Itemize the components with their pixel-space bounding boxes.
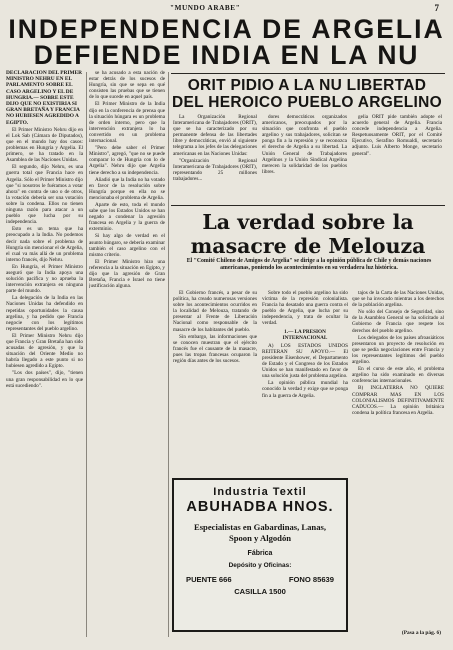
article-column-2 <box>89 70 165 640</box>
paragraph: "Organización Regional Interamericana de Trabajadores (ORIT), representando 25 millones trabajadores... <box>173 157 257 182</box>
melouza-headline-line1: La verdad sobre la <box>202 210 414 234</box>
article-lead: DECLARACION DEL PRIMER MINISTRO NEHRU EN EL PARLAMENTO SOBRE EL CASO ARGELINO Y EL DE HUNGRIA.— SOBRE ESTE DIJO QUE NO EXISTIRIA SI GRAN BRETAÑA Y FRANCIA NO HUBIESEN AGREDIDO A EGIPTO. <box>6 70 83 126</box>
paragraph: Los delegados de los países afroasiáticos presentaron un proyecto de resolución en que se pedía negociaciones entre Francia y los representantes legítimos del pueblo argelino. <box>352 334 444 366</box>
ad-phone: FONO 85639 <box>288 575 334 584</box>
paragraph: Esto es un tema que ha preocupado a la India. No podemos decir nada sobre el problema de Hungría sin mencionar el de Argelia, el cual va más allá de un problema interno francés, dijo Nehru. <box>6 226 83 263</box>
melouza-column-3 <box>352 290 444 626</box>
paragraph: A) LOS ESTADOS UNIDOS REITERAN SU APOYO.— El presidente Eisenhower, el Departamento de Estado y el Congreso de los Estados Unidos se han manifestado en favor de una solución justa del problema argelino. <box>262 342 348 380</box>
continued-note: (Pasa a la pág. 6) <box>401 630 441 636</box>
paragraph: Sobre todo el pueblo argelino ha sido víctima de la represión colonialista. Francia ha desatado una guerra contra el pueblo de Argelia, que lucha por su independencia, y trata de ocultar la verdad. <box>262 290 348 327</box>
main-headline-line2: DEFIENDE INDIA EN LA NU <box>33 40 420 70</box>
paragraph: "Pero debe saber el Primer Ministro", agregó, "que no se puede comparar lo de Hungría con lo de Argelia". Nehru dijo que Argelia tiene derecho a su independencia. <box>89 145 165 176</box>
paragraph: El Primer Ministro de la India dijo en la conferencia de prensa que la situación húngara es un problema de orden interno, pero que la intervención extranjera lo ha convertido en un problema internacional. <box>89 101 165 145</box>
section-rule <box>171 205 445 206</box>
melouza-deck: El "Comité Chileno de Amigos de Argelia" se dirige a la opinión pública de Chile y demás naciones americanas, poniendo los acontecimientos en su verdadera luz histórica. <box>186 258 432 271</box>
paragraph: En Hungría, el Primer Ministro aseguró que la India apoya una solución pacífica y no aprueba la intervención extranjera en ninguna parte del mundo. <box>6 263 83 295</box>
paragraph: La opinión pública mundial ha conocido la verdad y exige que se ponga fin a la guerra de Argelia. <box>262 380 348 399</box>
ad-contact-row <box>174 575 346 584</box>
ad-offices-label: Depósito y Oficinas: <box>228 562 292 569</box>
paragraph: El segundo, dijo Nehru, es una guerra total que Francia hace en Argelia. Sólo el Primer Ministro dijo que "si nosotros le fuéramos a votar ahora" en contra de uno o de otros, la votación debería ser una votación sobre la condena. Ellos no tienen ninguna razón para atacar a un pueblo que lucha por su independencia. <box>6 164 83 226</box>
paragraph: El Gobierno francés, a pesar de su política, ha creado numerosas versiones sobre los acontecimientos ocurridos en la localidad de Melouza, tratando de presentar al Frente de Liberación Nacional como responsable de la masacre de los habitantes del pueblo. <box>173 290 257 333</box>
page-number: 7 <box>434 3 439 13</box>
paragraph: dores democráticos organizados americanos, preocupados por la situación que confronta el pueblo argelino y sus trabajadores, solicitan se ponga fin a la represión y se reconozca el derecho de Argelia a su libertad. La Unión General de Trabajadores Argelinos y la Unión Sindical Argelina merecen la solidaridad de los pueblos libres. <box>262 114 347 175</box>
paragraph: tajos de la Carta de las Naciones Unidas, que se ha invocado mientras a los derechos de la población argelina. <box>352 290 444 309</box>
orit-column-3 <box>352 114 442 200</box>
section-rule <box>171 73 445 74</box>
column-divider <box>86 72 87 637</box>
paragraph: El Primer Ministro Nehru dijo en el Lok Sab (Cámara de Diputados), que en el mundo hay dos casos: problemas en Hungría y Argelia. El primero, se ha tratado en la Asamblea de las Naciones Unidas. <box>6 126 83 164</box>
textile-advertisement <box>172 478 348 632</box>
ad-po-box: CASILLA 1500 <box>234 587 286 596</box>
ad-street: PUENTE 666 <box>186 575 232 584</box>
paragraph: Si hay algo de verdad en el asunto húngaro, se debería examinar también el caso argelino con el mismo criterio. <box>89 233 165 258</box>
orit-headline-line2: DEL HEROICO PUEBLO ARGELINO <box>172 94 442 111</box>
paragraph: "Los dos países", dijo, "tienen una gran responsabilidad en lo que está sucediendo". <box>6 370 83 389</box>
masthead-title: "MUNDO ARABE" <box>170 4 241 12</box>
orit-column-1 <box>173 114 257 200</box>
main-headline-line1: INDEPENDENCIA DE ARGELIA <box>8 14 445 44</box>
orit-column-2 <box>262 114 347 200</box>
ad-factory-label: Fábrica <box>247 550 273 557</box>
paragraph: gelia ORIT pide también adopte el acuerdo general de Argelia. Francia concede independencia a Argelia. Respetuosamente ORIT, por el Comité Ejecutivo, Serafino Romualdi, secretario adjunto. Luis Alberto Monge, secretario general". <box>352 114 442 157</box>
ad-company-name: ABUHADBA HNOS. <box>186 499 334 515</box>
paragraph: Aparte de esto, toda el mundo sabe que los Estados Unidos se han negado a condenar la agresión francesa en Argelia y la guerra de exterminio. <box>89 201 165 233</box>
paragraph: Sin embargo, las informaciones que se conocen muestran que el ejército francés fue el causante de la masacre, pues las tropas francesas ocuparon la región días antes de los sucesos. <box>173 333 257 365</box>
ad-industry-label: Industria Textil <box>213 486 307 498</box>
paragraph: se ha acusado a esta nación de estar detrás de los sucesos de Hungría, sin que se sepa en qué consisten las pruebas que se tienen de lo que sucede en aquel país. <box>89 70 165 101</box>
orit-headline-line1: ORIT PIDIO A LA NU LIBERTAD <box>187 77 427 94</box>
ad-specialty: Especialistas en Gabardinas, Lanas, <box>193 522 327 532</box>
melouza-column-2 <box>262 290 348 472</box>
paragraph: La Organización Regional Interamericana de Trabajadores (ORIT), que se ha caracterizado por su permanente defensa de las libertades libre y democráticas, envió al siguiente telegrama a los jefes de las delegaciones americanas en las Naciones Unidas: <box>173 114 257 157</box>
paragraph: El Primer Ministro hizo una referencia a la situación en Egipto, y dijo que la agresión de Gran Bretaña, Francia e Israel no tiene justificación alguna. <box>89 258 165 290</box>
column-divider <box>168 72 169 637</box>
ad-specialty-2: Spoon y Algodón <box>228 533 292 543</box>
melouza-column-1 <box>173 290 257 472</box>
paragraph: El Primer Ministro Nehru dijo que Francia y Gran Bretaña han sido acusadas de agresión, y que la situación del Oriente Medio no habría llegado a este punto si no hubiesen agredido a Egipto. <box>6 332 83 370</box>
paragraph: Añadió que la India no ha votado en favor de la resolución sobre Hungría porque en ella no se mencionaba el problema de Argelia. <box>89 176 165 201</box>
paragraph: En el curso de este año, el problema argelino ha sido examinado en diversas conferencias internacionales. <box>352 366 444 385</box>
orit-headline <box>172 77 442 111</box>
melouza-headline <box>172 210 444 258</box>
paragraph: B) INGLATERRA NO QUIERE COMPRAR MAS EN LOS COLONIALISMOS DEFINITIVAMENTE CADUCOS.— La opinión británica condena la política francesa en Argelia. <box>352 385 444 416</box>
paragraph: La delegación de la India en las Naciones Unidas ha defendido en repetidas oportunidades la causa argelina, y ha pedido que Francia negocie con los legítimos representantes del pueblo argelino. <box>6 295 83 332</box>
section-subhead: 1.— LA PRESION INTERNACIONAL <box>282 328 328 341</box>
article-column-1 <box>6 70 83 640</box>
paragraph: No sólo del Consejo de Seguridad, sino de la Asamblea General se ha solicitado al Gobierno de Francia que respete los derechos del pueblo argelino. <box>352 309 444 334</box>
melouza-headline-line2: masacre de Melouza <box>190 234 426 258</box>
